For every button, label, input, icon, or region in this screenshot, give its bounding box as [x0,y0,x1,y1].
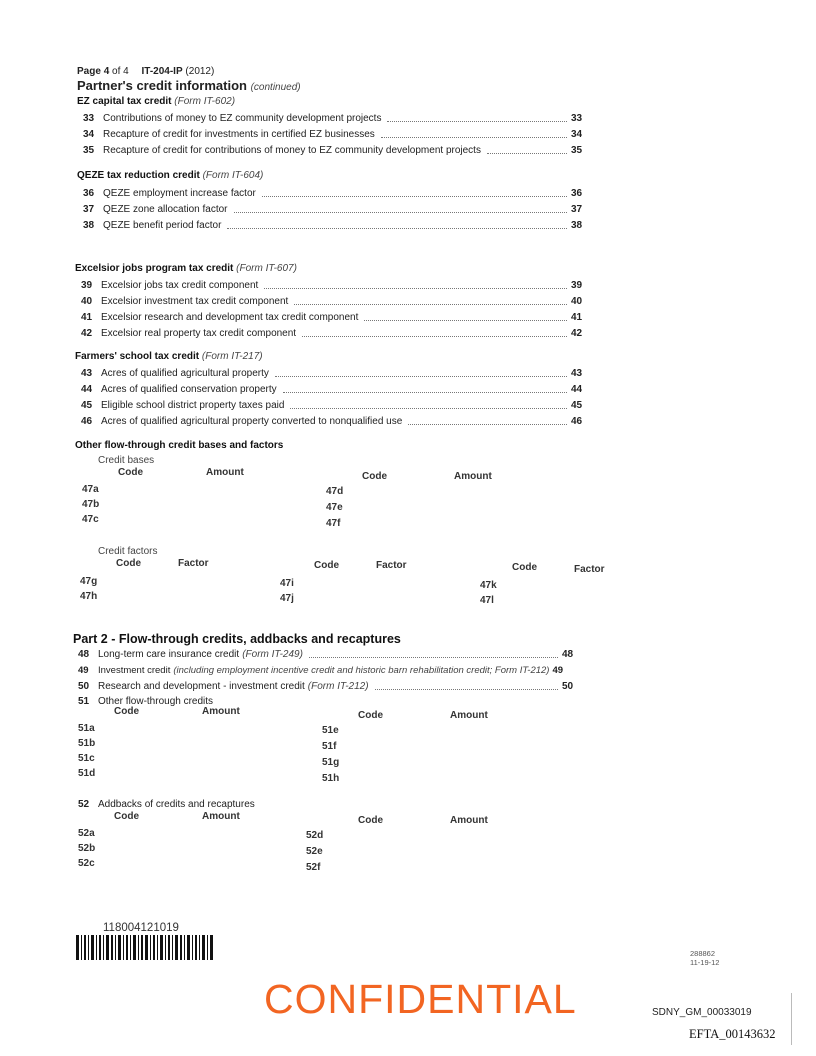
line-47j[interactable]: 47j [280,593,294,604]
l52-code-header-left: Code [114,811,139,822]
line-number: 42 [81,327,93,339]
line-47g[interactable]: 47g [80,576,98,587]
dot-leader [290,408,567,409]
l52-code-header-right: Code [358,815,383,826]
dot-leader [302,336,567,337]
line-ref: 45 [571,399,583,411]
line-34[interactable] [83,127,591,141]
form-number: IT-204-IP [141,66,183,77]
line-47l[interactable]: 47l [480,595,494,606]
line-52b[interactable]: 52b [78,843,96,854]
line-38[interactable] [83,218,591,232]
line-ref: 34 [571,128,583,140]
ez-form-ref: (Form IT-602) [174,96,236,107]
line-45[interactable] [81,398,591,412]
dot-leader [487,153,567,154]
line-47f[interactable]: 47f [326,518,341,529]
line-47c[interactable]: 47c [82,514,99,525]
excelsior-form-ref: (Form IT-607) [236,263,297,274]
factors-factor-header-3: Factor [574,564,605,575]
line-label: QEZE benefit period factor [103,219,222,231]
line-label: Acres of qualified agricultural property converted to nonqualified use [101,415,403,427]
dot-leader [294,304,567,305]
line-number: 33 [83,112,95,124]
barcode-number: 118004121019 [103,922,179,934]
page-title [77,78,301,93]
line-label: Recapture of credit for contributions of money to EZ community development projects [103,144,481,156]
l51-code-header-left: Code [114,706,139,717]
line-46[interactable] [81,414,591,428]
line-label: Excelsior investment tax credit component [101,295,289,307]
line-number: 43 [81,367,93,379]
bates-number: SDNY_GM_00033019 [652,1007,752,1018]
page-indicator [77,66,214,77]
l51-amount-header-right: Amount [450,710,488,721]
dot-leader [375,689,558,690]
form-code-block [690,949,719,967]
bases-amount-header-right: Amount [454,471,492,482]
line-36[interactable] [83,186,591,200]
line-50[interactable] [78,679,582,693]
dot-leader [264,288,567,289]
qeze-heading-text: QEZE tax reduction credit [77,170,200,181]
line-ref: 39 [571,279,583,291]
dot-leader [283,392,567,393]
line-49[interactable] [78,663,582,677]
form-year: (2012) [185,66,215,77]
dot-leader [227,228,567,229]
line-form-ref: (Form IT-212) [307,680,369,692]
line-51e[interactable]: 51e [322,725,339,736]
line-label: Other flow-through credits [98,695,214,707]
line-number: 41 [81,311,93,323]
line-label: Acres of qualified conservation property [101,383,277,395]
line-47b[interactable]: 47b [82,499,100,510]
line-37[interactable] [83,202,591,216]
line-33[interactable] [83,111,591,125]
line-ref: 40 [571,295,583,307]
line-label: Excelsior real property tax credit component [101,327,297,339]
line-ref: 35 [571,144,583,156]
line-ref: 46 [571,415,583,427]
dot-leader [364,320,567,321]
excelsior-heading-text: Excelsior jobs program tax credit [75,263,234,274]
line-48[interactable] [78,647,582,661]
l52-amount-header-right: Amount [450,815,488,826]
line-51b[interactable]: 51b [78,738,96,749]
bases-code-header-right: Code [362,471,387,482]
line-35[interactable] [83,143,591,157]
ez-heading [77,96,235,107]
line-ref: 36 [571,187,583,199]
edge-mark [791,993,792,1045]
line-47i[interactable]: 47i [280,578,294,589]
line-number: 50 [78,680,90,692]
line-label: Eligible school district property taxes paid [101,399,285,411]
line-number: 34 [83,128,95,140]
line-label: Research and development - investment credit [98,680,305,692]
credit-bases-label: Credit bases [98,455,155,466]
line-number: 52 [78,798,90,810]
line-label: Excelsior research and development tax credit component [101,311,359,323]
line-italic-note: (including employment incentive credit and historic barn rehabilitation credit; Form IT-212) [173,664,550,676]
page-of: of 4 [112,66,129,77]
page-word: Page [77,66,101,77]
qeze-heading [77,170,263,181]
line-51c[interactable]: 51c [78,753,95,764]
line-ref: 50 [562,680,574,692]
line-47a[interactable]: 47a [82,484,99,495]
line-51g[interactable]: 51g [322,757,340,768]
dot-leader [262,196,567,197]
line-ref: 44 [571,383,583,395]
factors-code-header-2: Code [314,560,339,571]
part2-heading: Part 2 - Flow-through credits, addbacks and recaptures [73,632,401,646]
line-52e[interactable]: 52e [306,846,323,857]
line-ref: 42 [571,327,583,339]
efta-number: EFTA_00143632 [689,1027,776,1041]
line-ref: 49 [552,664,564,676]
factors-code-header-1: Code [116,558,141,569]
line-52 [78,797,378,811]
line-41[interactable] [81,310,591,324]
farmers-heading [75,351,263,362]
line-47d[interactable]: 47d [326,486,344,497]
line-label: Addbacks of credits and recaptures [98,798,255,810]
l51-code-header-right: Code [358,710,383,721]
confidential-stamp: CONFIDENTIAL [264,976,577,1022]
dot-leader [234,212,567,213]
form-code: 288862 [690,949,716,958]
line-47k[interactable]: 47k [480,580,497,591]
line-number: 39 [81,279,93,291]
date-code: 11-19-12 [690,958,720,967]
line-40[interactable] [81,294,591,308]
credit-factors-label: Credit factors [98,546,158,557]
line-number: 40 [81,295,93,307]
line-52f[interactable]: 52f [306,862,321,873]
line-label: QEZE zone allocation factor [103,203,228,215]
line-52c[interactable]: 52c [78,858,95,869]
line-number: 44 [81,383,93,395]
other-heading: Other flow-through credit bases and factors [75,440,284,451]
line-number: 36 [83,187,95,199]
line-number: 48 [78,648,90,660]
line-43[interactable] [81,366,591,380]
line-52a[interactable]: 52a [78,828,95,839]
line-ref: 43 [571,367,583,379]
line-42[interactable] [81,326,591,340]
line-label: Long-term care insurance credit [98,648,240,660]
line-39[interactable] [81,278,591,292]
line-ref: 38 [571,219,583,231]
farmers-form-ref: (Form IT-217) [201,351,263,362]
line-51a[interactable]: 51a [78,723,95,734]
ez-heading-text: EZ capital tax credit [77,96,172,107]
line-label: Contributions of money to EZ community development projects [103,112,382,124]
dot-leader [309,657,558,658]
farmers-heading-text: Farmers' school tax credit [75,351,200,362]
barcode-image [76,935,214,960]
line-51h[interactable]: 51h [322,773,340,784]
dot-leader [381,137,567,138]
page-title-text: Partner's credit information [77,78,247,93]
bases-amount-header-left: Amount [206,467,244,478]
line-number: 51 [78,695,90,707]
dot-leader [387,121,567,122]
factors-factor-header-2: Factor [376,560,407,571]
line-label: Acres of qualified agricultural property [101,367,269,379]
line-47e[interactable]: 47e [326,502,343,513]
line-51f[interactable]: 51f [322,741,337,752]
factors-code-header-3: Code [512,562,537,573]
line-51d[interactable]: 51d [78,768,96,779]
line-label: QEZE employment increase factor [103,187,256,199]
line-number: 45 [81,399,93,411]
qeze-form-ref: (Form IT-604) [202,170,264,181]
l51-amount-header-left: Amount [202,706,240,717]
line-number: 37 [83,203,95,215]
page-title-continued: (continued) [250,82,301,93]
line-label: Recapture of credit for investments in certified EZ businesses [103,128,375,140]
line-number: 38 [83,219,95,231]
line-number: 49 [78,664,89,676]
line-ref: 37 [571,203,583,215]
factors-factor-header-1: Factor [178,558,209,569]
page-number: 4 [103,66,110,77]
line-ref: 33 [571,112,583,124]
bases-code-header-left: Code [118,467,143,478]
line-number: 46 [81,415,93,427]
line-44[interactable] [81,382,591,396]
line-ref: 48 [562,648,574,660]
dot-leader [408,424,567,425]
line-label: Investment credit [98,664,171,676]
l52-amount-header-left: Amount [202,811,240,822]
line-number: 35 [83,144,95,156]
dot-leader [275,376,567,377]
line-ref: 41 [571,311,583,323]
line-form-ref: (Form IT-249) [242,648,303,660]
excelsior-heading [75,263,297,274]
line-52d[interactable]: 52d [306,830,324,841]
line-47h[interactable]: 47h [80,591,98,602]
line-label: Excelsior jobs tax credit component [101,279,259,291]
